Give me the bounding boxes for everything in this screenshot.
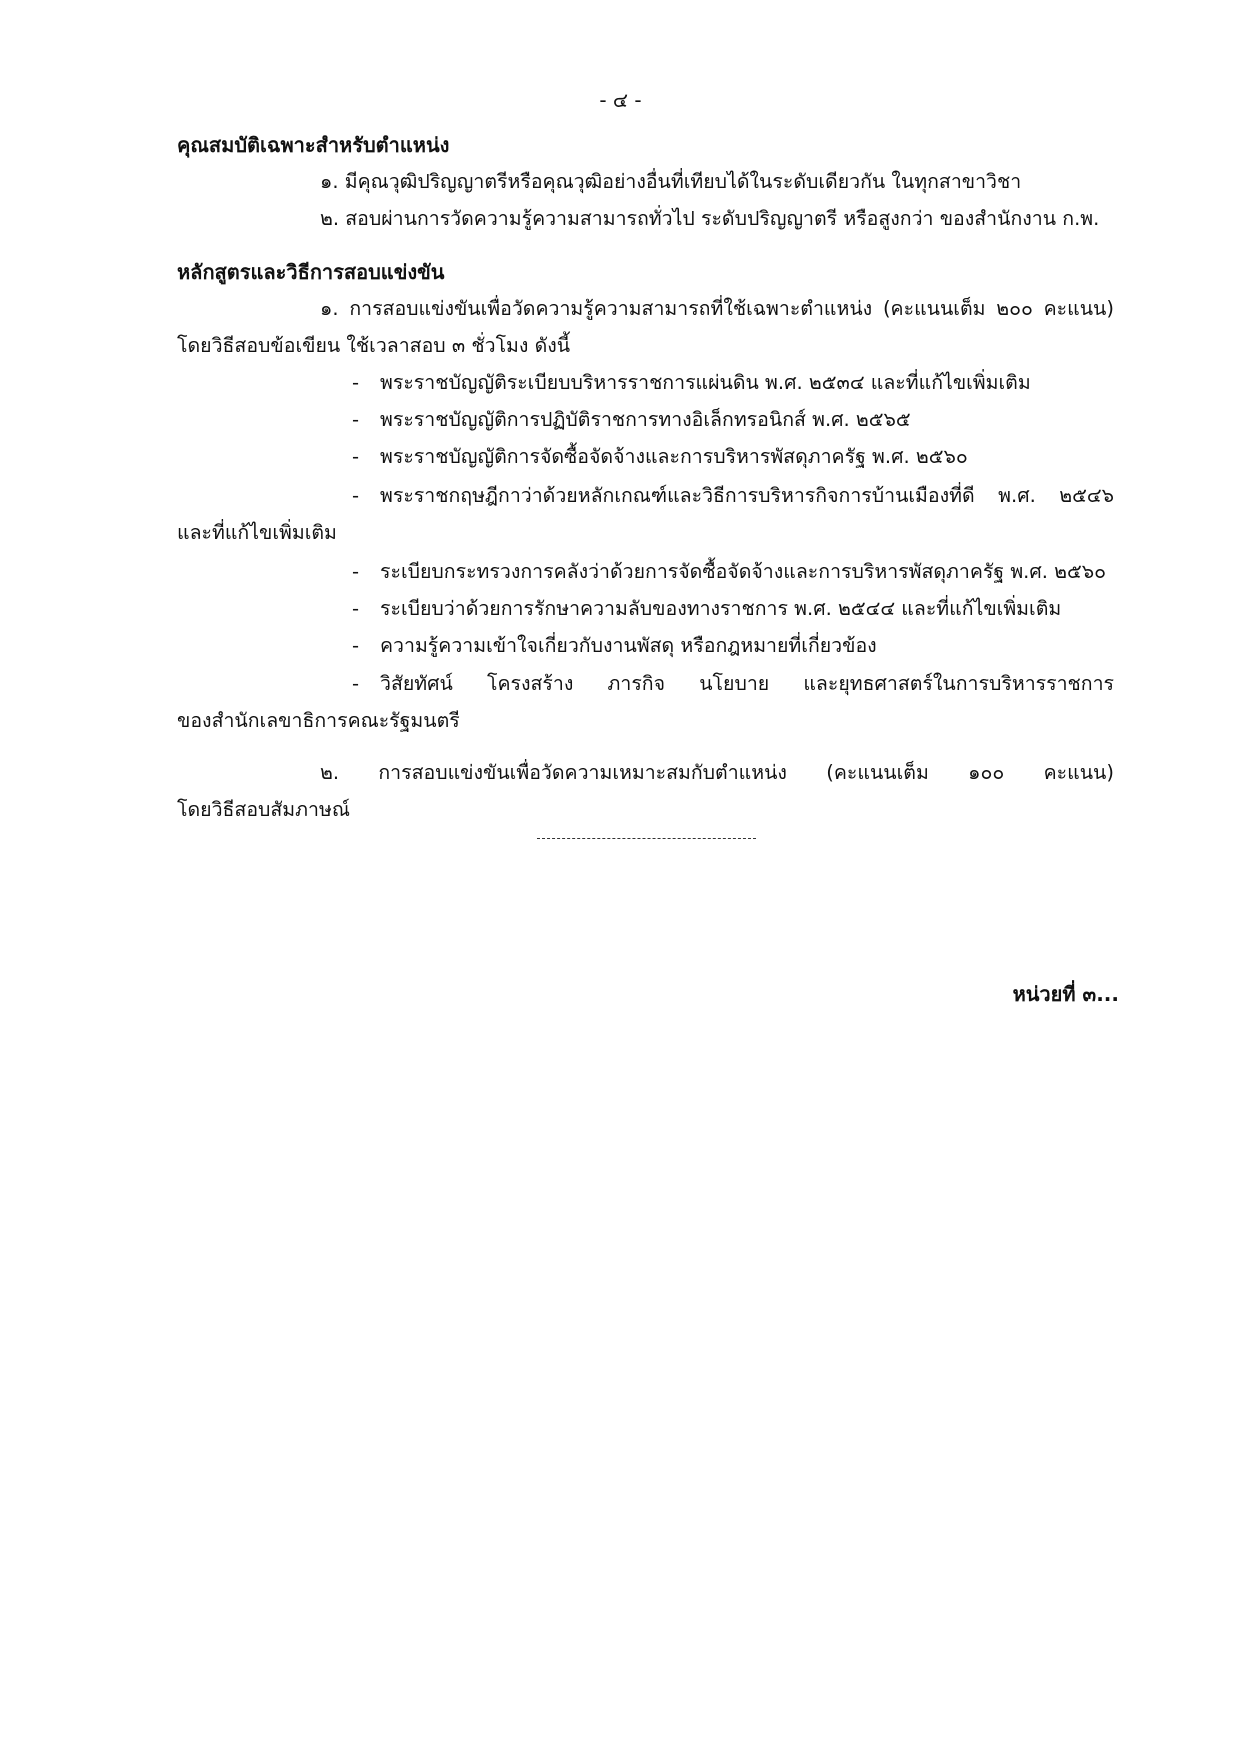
bullet-continuation: และที่แก้ไขเพิ่มเติม [177, 521, 337, 544]
bullet-dash: - [352, 560, 360, 583]
part1-line: โดยวิธีสอบข้อเขียน ใช้เวลาสอบ ๓ ชั่วโมง ดังนี้ [177, 334, 571, 357]
curriculum-heading: หลักสูตรและวิธีการสอบแข่งขัน [177, 260, 445, 284]
qualification-item: ๑. มีคุณวุฒิปริญญาตรีหรือคุณวุฒิอย่างอื่นที่เทียบได้ในระดับเดียวกัน ในทุกสาขาวิชา [320, 170, 1022, 193]
bullet-dash: - [352, 634, 360, 657]
bullet-item: ความรู้ความเข้าใจเกี่ยวกับงานพัสดุ หรือกฎหมายที่เกี่ยวข้อง [380, 634, 877, 657]
part2-line: โดยวิธีสอบสัมภาษณ์ [177, 798, 350, 821]
bullet-continuation: ของสำนักเลขาธิการคณะรัฐมนตรี [177, 709, 460, 732]
bullet-item: ระเบียบกระทรวงการคลังว่าด้วยการจัดซื้อจัดจ้างและการบริหารพัสดุภาครัฐ พ.ศ. ๒๕๖๐ [380, 560, 1107, 583]
bullet-dash: - [352, 445, 360, 468]
bullet-dash: - [352, 408, 360, 431]
next-page-reference: หน่วยที่ ๓... [1012, 982, 1119, 1006]
bullet-item: ระเบียบว่าด้วยการรักษาความลับของทางราชการ พ.ศ. ๒๕๔๔ และที่แก้ไขเพิ่มเติม [380, 597, 1062, 620]
part1-line: ๑. การสอบแข่งขันเพื่อวัดความรู้ความสามารถที่ใช้เฉพาะตำแหน่ง (คะแนนเต็ม ๒๐๐ คะแนน) [320, 297, 1114, 320]
part2-line: ๒. การสอบแข่งขันเพื่อวัดความเหมาะสมกับตำแหน่ง (คะแนนเต็ม ๑๐๐ คะแนน) [320, 761, 1114, 784]
bullet-item: พระราชบัญญัติระเบียบบริหารราชการแผ่นดิน พ.ศ. ๒๕๓๔ และที่แก้ไขเพิ่มเติม [380, 371, 1031, 394]
bullet-dash: - [352, 484, 360, 507]
bullet-item: วิสัยทัศน์ โครงสร้าง ภารกิจ นโยบาย และยุทธศาสตร์ในการบริหารราชการ [380, 672, 1114, 695]
qualification-item: ๒. สอบผ่านการวัดความรู้ความสามารถทั่วไป ระดับปริญญาตรี หรือสูงกว่า ของสำนักงาน ก.พ. [320, 207, 1100, 230]
dashed-divider [537, 838, 756, 839]
page-number: - ๔ - [599, 88, 642, 112]
bullet-item: พระราชกฤษฎีกาว่าด้วยหลักเกณฑ์และวิธีการบริหารกิจการบ้านเมืองที่ดี พ.ศ. ๒๕๔๖ [380, 484, 1114, 507]
bullet-dash: - [352, 371, 360, 394]
bullet-item: พระราชบัญญัติการจัดซื้อจัดจ้างและการบริหารพัสดุภาครัฐ พ.ศ. ๒๕๖๐ [380, 445, 968, 468]
bullet-dash: - [352, 597, 360, 620]
bullet-dash: - [352, 672, 360, 695]
bullet-item: พระราชบัญญัติการปฏิบัติราชการทางอิเล็กทรอนิกส์ พ.ศ. ๒๕๖๕ [380, 408, 911, 431]
qualifications-heading: คุณสมบัติเฉพาะสำหรับตำแหน่ง [177, 133, 450, 157]
